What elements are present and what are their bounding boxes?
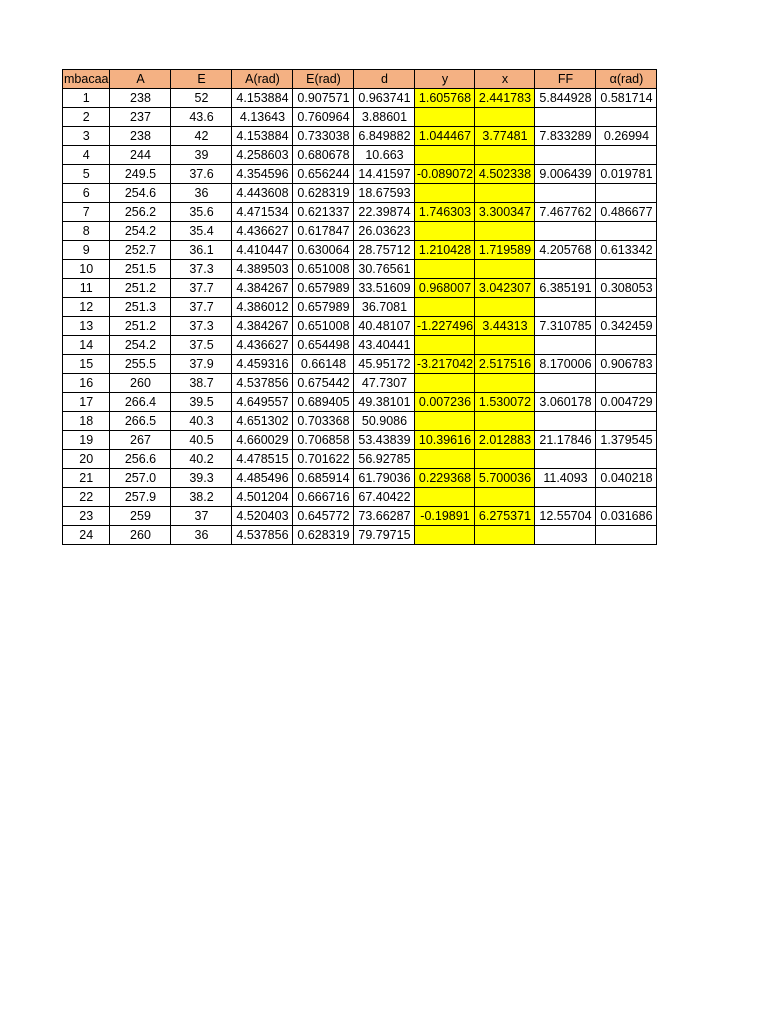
table-cell[interactable]: -3.217042 bbox=[415, 355, 475, 374]
table-cell[interactable] bbox=[596, 412, 657, 431]
table-row bbox=[63, 450, 657, 469]
table-cell[interactable] bbox=[596, 222, 657, 241]
table-cell[interactable]: 17 bbox=[63, 393, 110, 412]
table-cell[interactable]: 23 bbox=[63, 507, 110, 526]
table-cell[interactable]: 251.3 bbox=[110, 298, 171, 317]
table-cell[interactable]: 36 bbox=[171, 526, 232, 545]
table-cell[interactable]: 30.76561 bbox=[354, 260, 415, 279]
table-cell[interactable]: 0.760964 bbox=[293, 108, 354, 127]
table-cell[interactable] bbox=[415, 298, 475, 317]
table-cell[interactable]: 73.66287 bbox=[354, 507, 415, 526]
table-cell[interactable] bbox=[535, 260, 596, 279]
table-cell[interactable]: 244 bbox=[110, 146, 171, 165]
table-row bbox=[63, 241, 657, 260]
table-row bbox=[63, 431, 657, 450]
table-cell[interactable]: 4.471534 bbox=[232, 203, 293, 222]
table-cell[interactable] bbox=[596, 184, 657, 203]
table-cell[interactable]: 8.170006 bbox=[535, 355, 596, 374]
table-cell[interactable]: 251.5 bbox=[110, 260, 171, 279]
table-cell[interactable]: 22 bbox=[63, 488, 110, 507]
table-cell[interactable]: 249.5 bbox=[110, 165, 171, 184]
table-cell[interactable]: 45.95172 bbox=[354, 355, 415, 374]
table-row bbox=[63, 336, 657, 355]
table-row bbox=[63, 89, 657, 108]
table-cell[interactable] bbox=[475, 298, 535, 317]
table-cell[interactable]: 237 bbox=[110, 108, 171, 127]
table-cell[interactable] bbox=[535, 336, 596, 355]
table-row bbox=[63, 374, 657, 393]
table-cell[interactable]: 0.651008 bbox=[293, 260, 354, 279]
table-cell[interactable]: 26.03623 bbox=[354, 222, 415, 241]
table-cell[interactable]: 40.3 bbox=[171, 412, 232, 431]
column-header[interactable]: E bbox=[171, 70, 232, 89]
table-cell[interactable]: 4.501204 bbox=[232, 488, 293, 507]
table-cell[interactable]: 0.004729 bbox=[596, 393, 657, 412]
table-cell[interactable]: 0.706858 bbox=[293, 431, 354, 450]
table-cell[interactable]: 11.4093 bbox=[535, 469, 596, 488]
table-cell[interactable] bbox=[596, 526, 657, 545]
table-cell[interactable]: 5 bbox=[63, 165, 110, 184]
table-cell[interactable]: 49.38101 bbox=[354, 393, 415, 412]
table-cell[interactable]: 0.628319 bbox=[293, 526, 354, 545]
table-cell[interactable]: 10.39616 bbox=[415, 431, 475, 450]
table-cell[interactable]: 11 bbox=[63, 279, 110, 298]
table-cell[interactable] bbox=[415, 374, 475, 393]
table-cell[interactable]: 267 bbox=[110, 431, 171, 450]
table-cell[interactable]: 4.537856 bbox=[232, 374, 293, 393]
table-cell[interactable]: 0.907571 bbox=[293, 89, 354, 108]
table-cell[interactable]: 1 bbox=[63, 89, 110, 108]
table-row bbox=[63, 412, 657, 431]
column-header[interactable]: FF bbox=[535, 70, 596, 89]
table-row bbox=[63, 393, 657, 412]
table-cell[interactable]: 3.042307 bbox=[475, 279, 535, 298]
table-cell[interactable]: 0.031686 bbox=[596, 507, 657, 526]
table-cell[interactable] bbox=[415, 222, 475, 241]
table-cell[interactable]: 4.153884 bbox=[232, 127, 293, 146]
table-cell[interactable]: 37.5 bbox=[171, 336, 232, 355]
table-row bbox=[63, 469, 657, 488]
table-cell[interactable]: 9.006439 bbox=[535, 165, 596, 184]
table-cell[interactable] bbox=[475, 260, 535, 279]
table-cell[interactable]: 56.92785 bbox=[354, 450, 415, 469]
table-cell[interactable]: 43.40441 bbox=[354, 336, 415, 355]
table-cell[interactable]: 53.43839 bbox=[354, 431, 415, 450]
table-cell[interactable]: 4.386012 bbox=[232, 298, 293, 317]
table-cell[interactable]: 52 bbox=[171, 89, 232, 108]
table-cell[interactable]: 0.66148 bbox=[293, 355, 354, 374]
table-cell[interactable] bbox=[596, 298, 657, 317]
table-cell[interactable]: 21.17846 bbox=[535, 431, 596, 450]
table-cell[interactable]: 4.410447 bbox=[232, 241, 293, 260]
table-cell[interactable]: 254.6 bbox=[110, 184, 171, 203]
table-cell[interactable]: 47.7307 bbox=[354, 374, 415, 393]
data-table bbox=[62, 69, 657, 545]
table-cell[interactable] bbox=[415, 260, 475, 279]
table-cell[interactable] bbox=[535, 412, 596, 431]
table-cell[interactable]: 3.44313 bbox=[475, 317, 535, 336]
column-header[interactable]: E(rad) bbox=[293, 70, 354, 89]
table-cell[interactable]: 40.2 bbox=[171, 450, 232, 469]
table-cell[interactable]: 0.675442 bbox=[293, 374, 354, 393]
table-row bbox=[63, 526, 657, 545]
table-cell[interactable]: 0.654498 bbox=[293, 336, 354, 355]
table-row bbox=[63, 165, 657, 184]
table-cell[interactable]: 38.2 bbox=[171, 488, 232, 507]
table-cell[interactable]: 39.5 bbox=[171, 393, 232, 412]
table-cell[interactable] bbox=[475, 146, 535, 165]
table-cell[interactable] bbox=[596, 374, 657, 393]
table-cell[interactable] bbox=[535, 374, 596, 393]
table-cell[interactable]: 4.485496 bbox=[232, 469, 293, 488]
table-cell[interactable]: 42 bbox=[171, 127, 232, 146]
table-row bbox=[63, 298, 657, 317]
table-cell[interactable]: 0.229368 bbox=[415, 469, 475, 488]
table-cell[interactable]: 0.613342 bbox=[596, 241, 657, 260]
table-cell[interactable]: 4.649557 bbox=[232, 393, 293, 412]
table-cell[interactable] bbox=[475, 488, 535, 507]
table-cell[interactable]: 37.7 bbox=[171, 279, 232, 298]
table-cell[interactable]: 10 bbox=[63, 260, 110, 279]
table-cell[interactable]: 22.39874 bbox=[354, 203, 415, 222]
table-cell[interactable]: 0.581714 bbox=[596, 89, 657, 108]
table-cell[interactable]: 0.703368 bbox=[293, 412, 354, 431]
table-cell[interactable]: 10.663 bbox=[354, 146, 415, 165]
table-cell[interactable]: 4.384267 bbox=[232, 317, 293, 336]
table-cell[interactable]: 259 bbox=[110, 507, 171, 526]
table-cell[interactable]: 7.833289 bbox=[535, 127, 596, 146]
table-cell[interactable]: 256.2 bbox=[110, 203, 171, 222]
table-cell[interactable]: 0.666716 bbox=[293, 488, 354, 507]
table-cell[interactable]: 35.6 bbox=[171, 203, 232, 222]
table-cell[interactable]: 238 bbox=[110, 127, 171, 146]
table-cell[interactable]: 18.67593 bbox=[354, 184, 415, 203]
table-cell[interactable]: 8 bbox=[63, 222, 110, 241]
table-cell[interactable]: -1.227496 bbox=[415, 317, 475, 336]
table-cell[interactable]: 79.79715 bbox=[354, 526, 415, 545]
table-cell[interactable]: 1.379545 bbox=[596, 431, 657, 450]
table-cell[interactable]: 4.153884 bbox=[232, 89, 293, 108]
table-cell[interactable]: 6.275371 bbox=[475, 507, 535, 526]
table-row bbox=[63, 127, 657, 146]
table-cell[interactable] bbox=[596, 336, 657, 355]
table-cell[interactable]: 18 bbox=[63, 412, 110, 431]
table-cell[interactable]: 0.007236 bbox=[415, 393, 475, 412]
table-cell[interactable]: 0.689405 bbox=[293, 393, 354, 412]
table-cell[interactable]: 257.0 bbox=[110, 469, 171, 488]
table-cell[interactable]: 40.5 bbox=[171, 431, 232, 450]
table-cell[interactable]: 0.968007 bbox=[415, 279, 475, 298]
table-cell[interactable]: 4.354596 bbox=[232, 165, 293, 184]
table-cell[interactable] bbox=[535, 184, 596, 203]
column-header[interactable]: mbacaa bbox=[63, 70, 110, 89]
table-row bbox=[63, 222, 657, 241]
table-cell[interactable]: 4.436627 bbox=[232, 336, 293, 355]
table-cell[interactable] bbox=[596, 488, 657, 507]
table-cell[interactable] bbox=[535, 450, 596, 469]
column-header[interactable]: x bbox=[475, 70, 535, 89]
table-cell[interactable]: 251.2 bbox=[110, 317, 171, 336]
table-cell[interactable]: 0.656244 bbox=[293, 165, 354, 184]
table-cell[interactable] bbox=[475, 222, 535, 241]
table-cell[interactable]: 0.963741 bbox=[354, 89, 415, 108]
table-cell[interactable]: 2.441783 bbox=[475, 89, 535, 108]
table-cell[interactable]: 1.605768 bbox=[415, 89, 475, 108]
table-row bbox=[63, 279, 657, 298]
table-row bbox=[63, 184, 657, 203]
table-cell[interactable]: 13 bbox=[63, 317, 110, 336]
table-cell[interactable] bbox=[596, 260, 657, 279]
table-cell[interactable]: 33.51609 bbox=[354, 279, 415, 298]
table-cell[interactable]: 4.651302 bbox=[232, 412, 293, 431]
table-cell[interactable]: 0.680678 bbox=[293, 146, 354, 165]
table-cell[interactable]: 24 bbox=[63, 526, 110, 545]
table-cell[interactable]: 0.308053 bbox=[596, 279, 657, 298]
table-cell[interactable]: 1.530072 bbox=[475, 393, 535, 412]
table-cell[interactable]: 257.9 bbox=[110, 488, 171, 507]
table-body bbox=[63, 89, 657, 545]
table-cell[interactable] bbox=[415, 450, 475, 469]
table-cell[interactable]: 4.436627 bbox=[232, 222, 293, 241]
table-cell[interactable]: 1.746303 bbox=[415, 203, 475, 222]
table-cell[interactable] bbox=[535, 108, 596, 127]
table-cell[interactable] bbox=[475, 336, 535, 355]
table-cell[interactable]: 4.443608 bbox=[232, 184, 293, 203]
table-cell[interactable]: 0.019781 bbox=[596, 165, 657, 184]
table-cell[interactable]: 37 bbox=[171, 507, 232, 526]
table-cell[interactable]: 35.4 bbox=[171, 222, 232, 241]
table-cell[interactable]: 4.478515 bbox=[232, 450, 293, 469]
table-cell[interactable]: 7.310785 bbox=[535, 317, 596, 336]
table-cell[interactable]: 0.486677 bbox=[596, 203, 657, 222]
table-cell[interactable] bbox=[415, 412, 475, 431]
table-cell[interactable]: 260 bbox=[110, 526, 171, 545]
table-cell[interactable]: 255.5 bbox=[110, 355, 171, 374]
table-cell[interactable]: 37.3 bbox=[171, 317, 232, 336]
table-row bbox=[63, 317, 657, 336]
table-cell[interactable]: 36.1 bbox=[171, 241, 232, 260]
table-cell[interactable] bbox=[475, 184, 535, 203]
table-cell[interactable]: 2.012883 bbox=[475, 431, 535, 450]
table-cell[interactable]: 0.617847 bbox=[293, 222, 354, 241]
table-cell[interactable]: 4.205768 bbox=[535, 241, 596, 260]
table-cell[interactable]: -0.19891 bbox=[415, 507, 475, 526]
table-cell[interactable]: 4 bbox=[63, 146, 110, 165]
table-cell[interactable]: 2.517516 bbox=[475, 355, 535, 374]
table-cell[interactable]: 6.849882 bbox=[354, 127, 415, 146]
table-cell[interactable]: 4.13643 bbox=[232, 108, 293, 127]
table-cell[interactable]: 0.621337 bbox=[293, 203, 354, 222]
table-cell[interactable]: 0.342459 bbox=[596, 317, 657, 336]
table-cell[interactable]: 0.26994 bbox=[596, 127, 657, 146]
table-cell[interactable]: 4.520403 bbox=[232, 507, 293, 526]
table-cell[interactable]: 3 bbox=[63, 127, 110, 146]
table-row bbox=[63, 203, 657, 222]
table-cell[interactable]: 37.6 bbox=[171, 165, 232, 184]
table-cell[interactable]: 1.210428 bbox=[415, 241, 475, 260]
table-cell[interactable]: 5.844928 bbox=[535, 89, 596, 108]
table-cell[interactable]: 3.88601 bbox=[354, 108, 415, 127]
table-cell[interactable] bbox=[415, 108, 475, 127]
table-cell[interactable] bbox=[596, 450, 657, 469]
table-cell[interactable]: 4.459316 bbox=[232, 355, 293, 374]
table-cell[interactable] bbox=[475, 412, 535, 431]
table-cell[interactable]: 3.77481 bbox=[475, 127, 535, 146]
table-cell[interactable]: 4.660029 bbox=[232, 431, 293, 450]
table-cell[interactable]: 252.7 bbox=[110, 241, 171, 260]
table-cell[interactable]: 14.41597 bbox=[354, 165, 415, 184]
table-cell[interactable]: 5.700036 bbox=[475, 469, 535, 488]
table-cell[interactable]: 14 bbox=[63, 336, 110, 355]
table-cell[interactable]: 28.75712 bbox=[354, 241, 415, 260]
table-row bbox=[63, 507, 657, 526]
table-cell[interactable]: 20 bbox=[63, 450, 110, 469]
table-cell[interactable]: 254.2 bbox=[110, 336, 171, 355]
column-header[interactable]: A(rad) bbox=[232, 70, 293, 89]
table-cell[interactable]: 50.9086 bbox=[354, 412, 415, 431]
table-cell[interactable] bbox=[535, 146, 596, 165]
table-cell[interactable]: 0.657989 bbox=[293, 279, 354, 298]
table-row bbox=[63, 260, 657, 279]
table-cell[interactable]: 251.2 bbox=[110, 279, 171, 298]
table-cell[interactable] bbox=[535, 488, 596, 507]
table-row bbox=[63, 488, 657, 507]
table-cell[interactable]: 0.685914 bbox=[293, 469, 354, 488]
table-cell[interactable] bbox=[596, 108, 657, 127]
table-cell[interactable]: 254.2 bbox=[110, 222, 171, 241]
table-cell[interactable]: 16 bbox=[63, 374, 110, 393]
table-cell[interactable]: 6.385191 bbox=[535, 279, 596, 298]
table-cell[interactable]: 0.651008 bbox=[293, 317, 354, 336]
table-cell[interactable]: 4.258603 bbox=[232, 146, 293, 165]
column-header[interactable]: d bbox=[354, 70, 415, 89]
table-cell[interactable]: 36 bbox=[171, 184, 232, 203]
table-cell[interactable]: 37.9 bbox=[171, 355, 232, 374]
table-cell[interactable]: 61.79036 bbox=[354, 469, 415, 488]
table-cell[interactable] bbox=[415, 146, 475, 165]
table-cell[interactable]: 67.40422 bbox=[354, 488, 415, 507]
table-cell[interactable]: 0.701622 bbox=[293, 450, 354, 469]
table-cell[interactable]: 37.7 bbox=[171, 298, 232, 317]
table-cell[interactable]: 4.384267 bbox=[232, 279, 293, 298]
table-cell[interactable]: 0.628319 bbox=[293, 184, 354, 203]
table-cell[interactable] bbox=[415, 184, 475, 203]
table-cell[interactable]: 0.733038 bbox=[293, 127, 354, 146]
table-cell[interactable]: 4.502338 bbox=[475, 165, 535, 184]
table-cell[interactable] bbox=[475, 108, 535, 127]
table-cell[interactable] bbox=[475, 450, 535, 469]
table-cell[interactable]: 39.3 bbox=[171, 469, 232, 488]
table-cell[interactable]: 7 bbox=[63, 203, 110, 222]
table-cell[interactable]: 37.3 bbox=[171, 260, 232, 279]
table-cell[interactable]: 0.657989 bbox=[293, 298, 354, 317]
table-cell[interactable]: 2 bbox=[63, 108, 110, 127]
table-cell[interactable]: 0.906783 bbox=[596, 355, 657, 374]
table-cell[interactable]: 0.645772 bbox=[293, 507, 354, 526]
table-cell[interactable]: 4.389503 bbox=[232, 260, 293, 279]
table-cell[interactable]: 43.6 bbox=[171, 108, 232, 127]
table-cell[interactable]: 260 bbox=[110, 374, 171, 393]
table-cell[interactable]: 266.4 bbox=[110, 393, 171, 412]
column-header[interactable]: y bbox=[415, 70, 475, 89]
table-cell[interactable]: 266.5 bbox=[110, 412, 171, 431]
table-cell[interactable] bbox=[596, 146, 657, 165]
table-cell[interactable]: 0.040218 bbox=[596, 469, 657, 488]
table-cell[interactable] bbox=[535, 222, 596, 241]
table-cell[interactable] bbox=[415, 526, 475, 545]
table-row bbox=[63, 108, 657, 127]
table-cell[interactable]: 38.7 bbox=[171, 374, 232, 393]
column-header[interactable]: α(rad) bbox=[596, 70, 657, 89]
table-cell[interactable]: 12.55704 bbox=[535, 507, 596, 526]
table-cell[interactable]: 36.7081 bbox=[354, 298, 415, 317]
table-cell[interactable]: 7.467762 bbox=[535, 203, 596, 222]
table-cell[interactable]: 4.537856 bbox=[232, 526, 293, 545]
table-cell[interactable] bbox=[535, 298, 596, 317]
table-cell[interactable]: 3.060178 bbox=[535, 393, 596, 412]
column-header[interactable]: A bbox=[110, 70, 171, 89]
table-cell[interactable]: 39 bbox=[171, 146, 232, 165]
table-cell[interactable]: 15 bbox=[63, 355, 110, 374]
table-cell[interactable] bbox=[415, 488, 475, 507]
table-cell[interactable]: 19 bbox=[63, 431, 110, 450]
table-cell[interactable]: 40.48107 bbox=[354, 317, 415, 336]
table-row bbox=[63, 355, 657, 374]
table-cell[interactable] bbox=[475, 526, 535, 545]
table-cell[interactable]: 1.719589 bbox=[475, 241, 535, 260]
table-cell[interactable]: 0.630064 bbox=[293, 241, 354, 260]
table-cell[interactable]: 21 bbox=[63, 469, 110, 488]
table-cell[interactable]: 238 bbox=[110, 89, 171, 108]
header-row bbox=[63, 70, 657, 89]
table-cell[interactable] bbox=[415, 336, 475, 355]
table-cell[interactable]: 256.6 bbox=[110, 450, 171, 469]
table-cell[interactable]: -0.089072 bbox=[415, 165, 475, 184]
table-cell[interactable] bbox=[475, 374, 535, 393]
table-cell[interactable]: 6 bbox=[63, 184, 110, 203]
table-cell[interactable]: 12 bbox=[63, 298, 110, 317]
table-row bbox=[63, 146, 657, 165]
table-cell[interactable]: 1.044467 bbox=[415, 127, 475, 146]
table-cell[interactable] bbox=[535, 526, 596, 545]
table-cell[interactable]: 9 bbox=[63, 241, 110, 260]
table-cell[interactable]: 3.300347 bbox=[475, 203, 535, 222]
